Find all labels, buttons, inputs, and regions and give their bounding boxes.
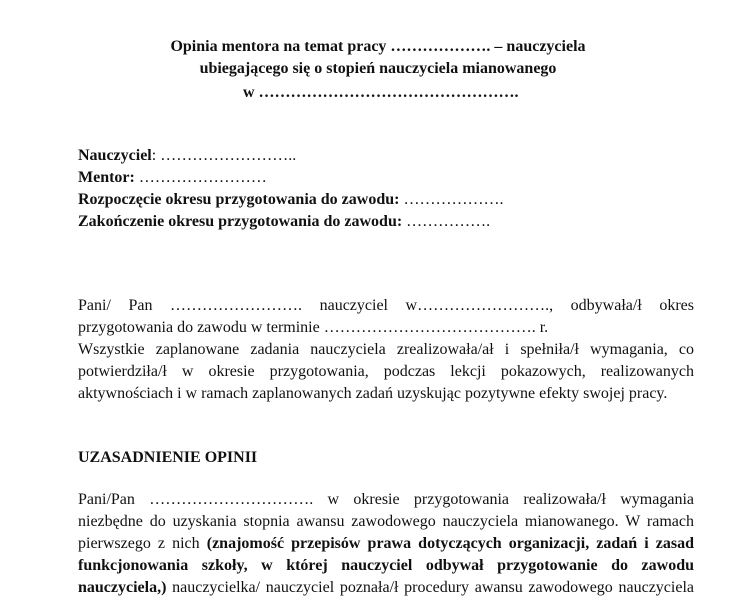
paragraph-line: niezbędne do uzyskania stopnia awansu zawodowego nauczyciela mianowanego. W ramach <box>78 513 694 530</box>
paragraph-text: pierwszego z nich <box>78 535 207 552</box>
paragraph-line <box>78 577 694 599</box>
teacher-row <box>78 145 503 167</box>
paragraph-bold-text: funkcjonowania szkoły, w której nauczyciel odbywał przygotowanie do zawodu <box>78 557 694 574</box>
document-title-line-2: ubiegającego się o stopień nauczyciela mianowanego <box>199 60 557 77</box>
end-date-value: ……………. <box>402 213 491 230</box>
end-date-row <box>78 211 503 233</box>
paragraph-line: Pani/Pan …………………………. w okresie przygotowania realizowała/ł wymagania <box>78 491 694 508</box>
paragraph-line: aktywnościach i w ramach zaplanowanych zadań uzyskując pozytywne efekty swojej pracy. <box>78 385 668 402</box>
paragraph-introduction <box>78 295 694 405</box>
teacher-label: Nauczyciel <box>78 147 152 164</box>
paragraph-text: nauczycielka/ nauczyciel poznała/ł procedury awansu zawodowego nauczyciela <box>166 579 694 596</box>
end-date-label: Zakończenie okresu przygotowania do zawodu: <box>78 213 403 230</box>
paragraph-line: Wszystkie zaplanowane zadania nauczyciela zrealizowała/ał i spełniła/ł wymagania, co <box>78 341 694 358</box>
start-date-value: ………………. <box>399 191 504 208</box>
start-date-label: Rozpoczęcie okresu przygotowania do zawodu: <box>78 191 400 208</box>
paragraph-line <box>78 533 694 555</box>
start-date-row <box>78 189 503 211</box>
paragraph-line <box>78 555 694 577</box>
info-block <box>78 145 503 233</box>
teacher-value: : …………………….. <box>151 147 297 164</box>
mentor-value: …………………… <box>134 169 267 186</box>
document-title-line-3: w …………………………………………. <box>243 84 519 101</box>
paragraph-line: potwierdziła/ł w okresie przygotowania, podczas lekcji pokazowych, realizowanych <box>78 363 694 380</box>
paragraph-bold-text: nauczyciela,) <box>78 579 167 596</box>
document-title-line-1: Opinia mentora na temat pracy ………………. – nauczyciela <box>170 38 586 55</box>
paragraph-line: Pani/ Pan ……………………. nauczyciel w……………………., odbywała/ł okres <box>78 297 694 314</box>
section-heading: UZASADNIENIE OPINII <box>78 449 258 466</box>
paragraph-line: przygotowania do zawodu w terminie …………………………………. r. <box>78 319 549 336</box>
mentor-row <box>78 167 503 189</box>
paragraph-bold-text: (znajomość przepisów prawa dotyczących organizacji, zadań i zasad <box>206 535 695 552</box>
paragraph-justification <box>78 489 694 599</box>
mentor-label: Mentor: <box>78 169 135 186</box>
